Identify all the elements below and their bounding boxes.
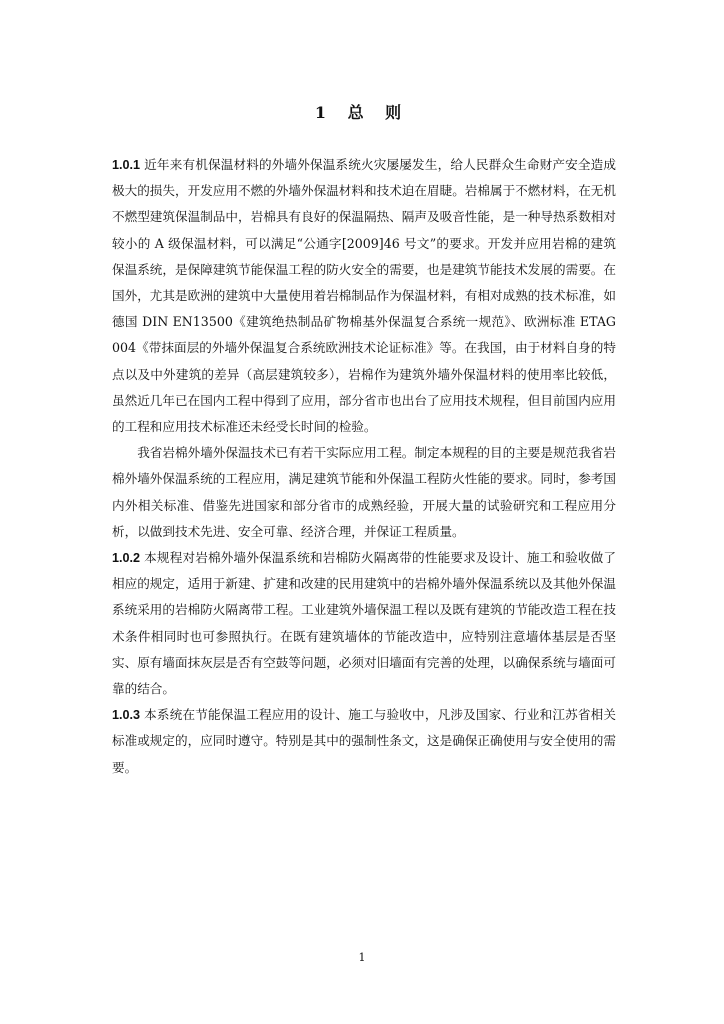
- clause-1-0-2: [112, 545, 616, 702]
- paragraph-text: 本系统在节能保温工程应用的设计、施工与验收中，凡涉及国家、行业和江苏省相关标准或规定的，应同时遵守。特别是其中的强制性条文，这是确保正确使用与安全使用的需要。: [112, 707, 616, 775]
- paragraph-text: 我省岩棉外墙外保温技术已有若干实际应用工程。制定本规程的目的主要是规范我省岩棉外墙外保温系统的工程应用，满足建筑节能和外保温工程防火性能的要求。同时，参考国内外相关标准、借鉴先进国家和部分省市的成熟经验，开展大量的试验研究和工程应用分析，以做到技术先进、安全可靠、经济合理，并保证工程质量。: [112, 445, 616, 539]
- clause-number: 1.0.1: [112, 158, 141, 172]
- paragraph-continuation: [112, 440, 616, 545]
- clause-1-0-1: [112, 152, 616, 440]
- clause-number: 1.0.2: [112, 551, 141, 566]
- paragraph-text: 近年来有机保温材料的外墙外保温系统火灾屡屡发生，给人民群众生命财产安全造成极大的损失，开发应用不燃的外墙外保温材料和技术迫在眉睫。岩棉属于不燃材料，在无机不燃型建筑保温制品中，岩棉具有良好的保温隔热、隔声及吸音性能，是一种导热系数相对较小的 A 级保温材料，可以满足“公通字[2009]46 号文”的要求。开发并应用岩棉的建筑保温系统，是保障建筑节能保温工程的防火安全的需要，也是建筑节能技术发展的需要。在国外，尤其是欧洲的建筑中大量使用着岩棉制品作为保温材料，有相对成熟的技术标准，如德国 DIN EN13500《建筑绝热制品矿物棉基外保温复合系统一规范》、欧洲标准 ETAG 004《带抹面层的外墙外保温复合系统欧洲技术论证标准》等。在我国，由于材料自身的特点以及中外建筑的差异（高层建筑较多），岩棉作为建筑外墙外保温材料的使用率比较低，虽然近几年已在国内工程中得到了应用，部分省市也出台了应用技术规程，但目前国内应用的工程和应用技术标准还未经受长时间的检验。: [112, 157, 616, 435]
- clause-1-0-3: [112, 702, 616, 781]
- page-title: 1 总 则: [314, 103, 410, 122]
- page-number: 1: [358, 951, 366, 964]
- clause-number: 1.0.3: [112, 708, 141, 723]
- paragraph-text: 本规程对岩棉外墙外保温系统和岩棉防火隔离带的性能要求及设计、施工和验收做了相应的规定，适用于新建、扩建和改建的民用建筑中的岩棉外墙外保温系统以及其他外保温系统采用的岩棉防火隔离带工程。工业建筑外墙保温工程以及既有建筑的节能改造工程在技术条件相同时也可参照执行。在既有建筑墙体的节能改造中，应特别注意墙体基层是否坚实、原有墙面抹灰层是否有空鼓等问题，必须对旧墙面有完善的处理，以确保系统与墙面可靠的结合。: [112, 550, 616, 697]
- document-body: [112, 152, 616, 781]
